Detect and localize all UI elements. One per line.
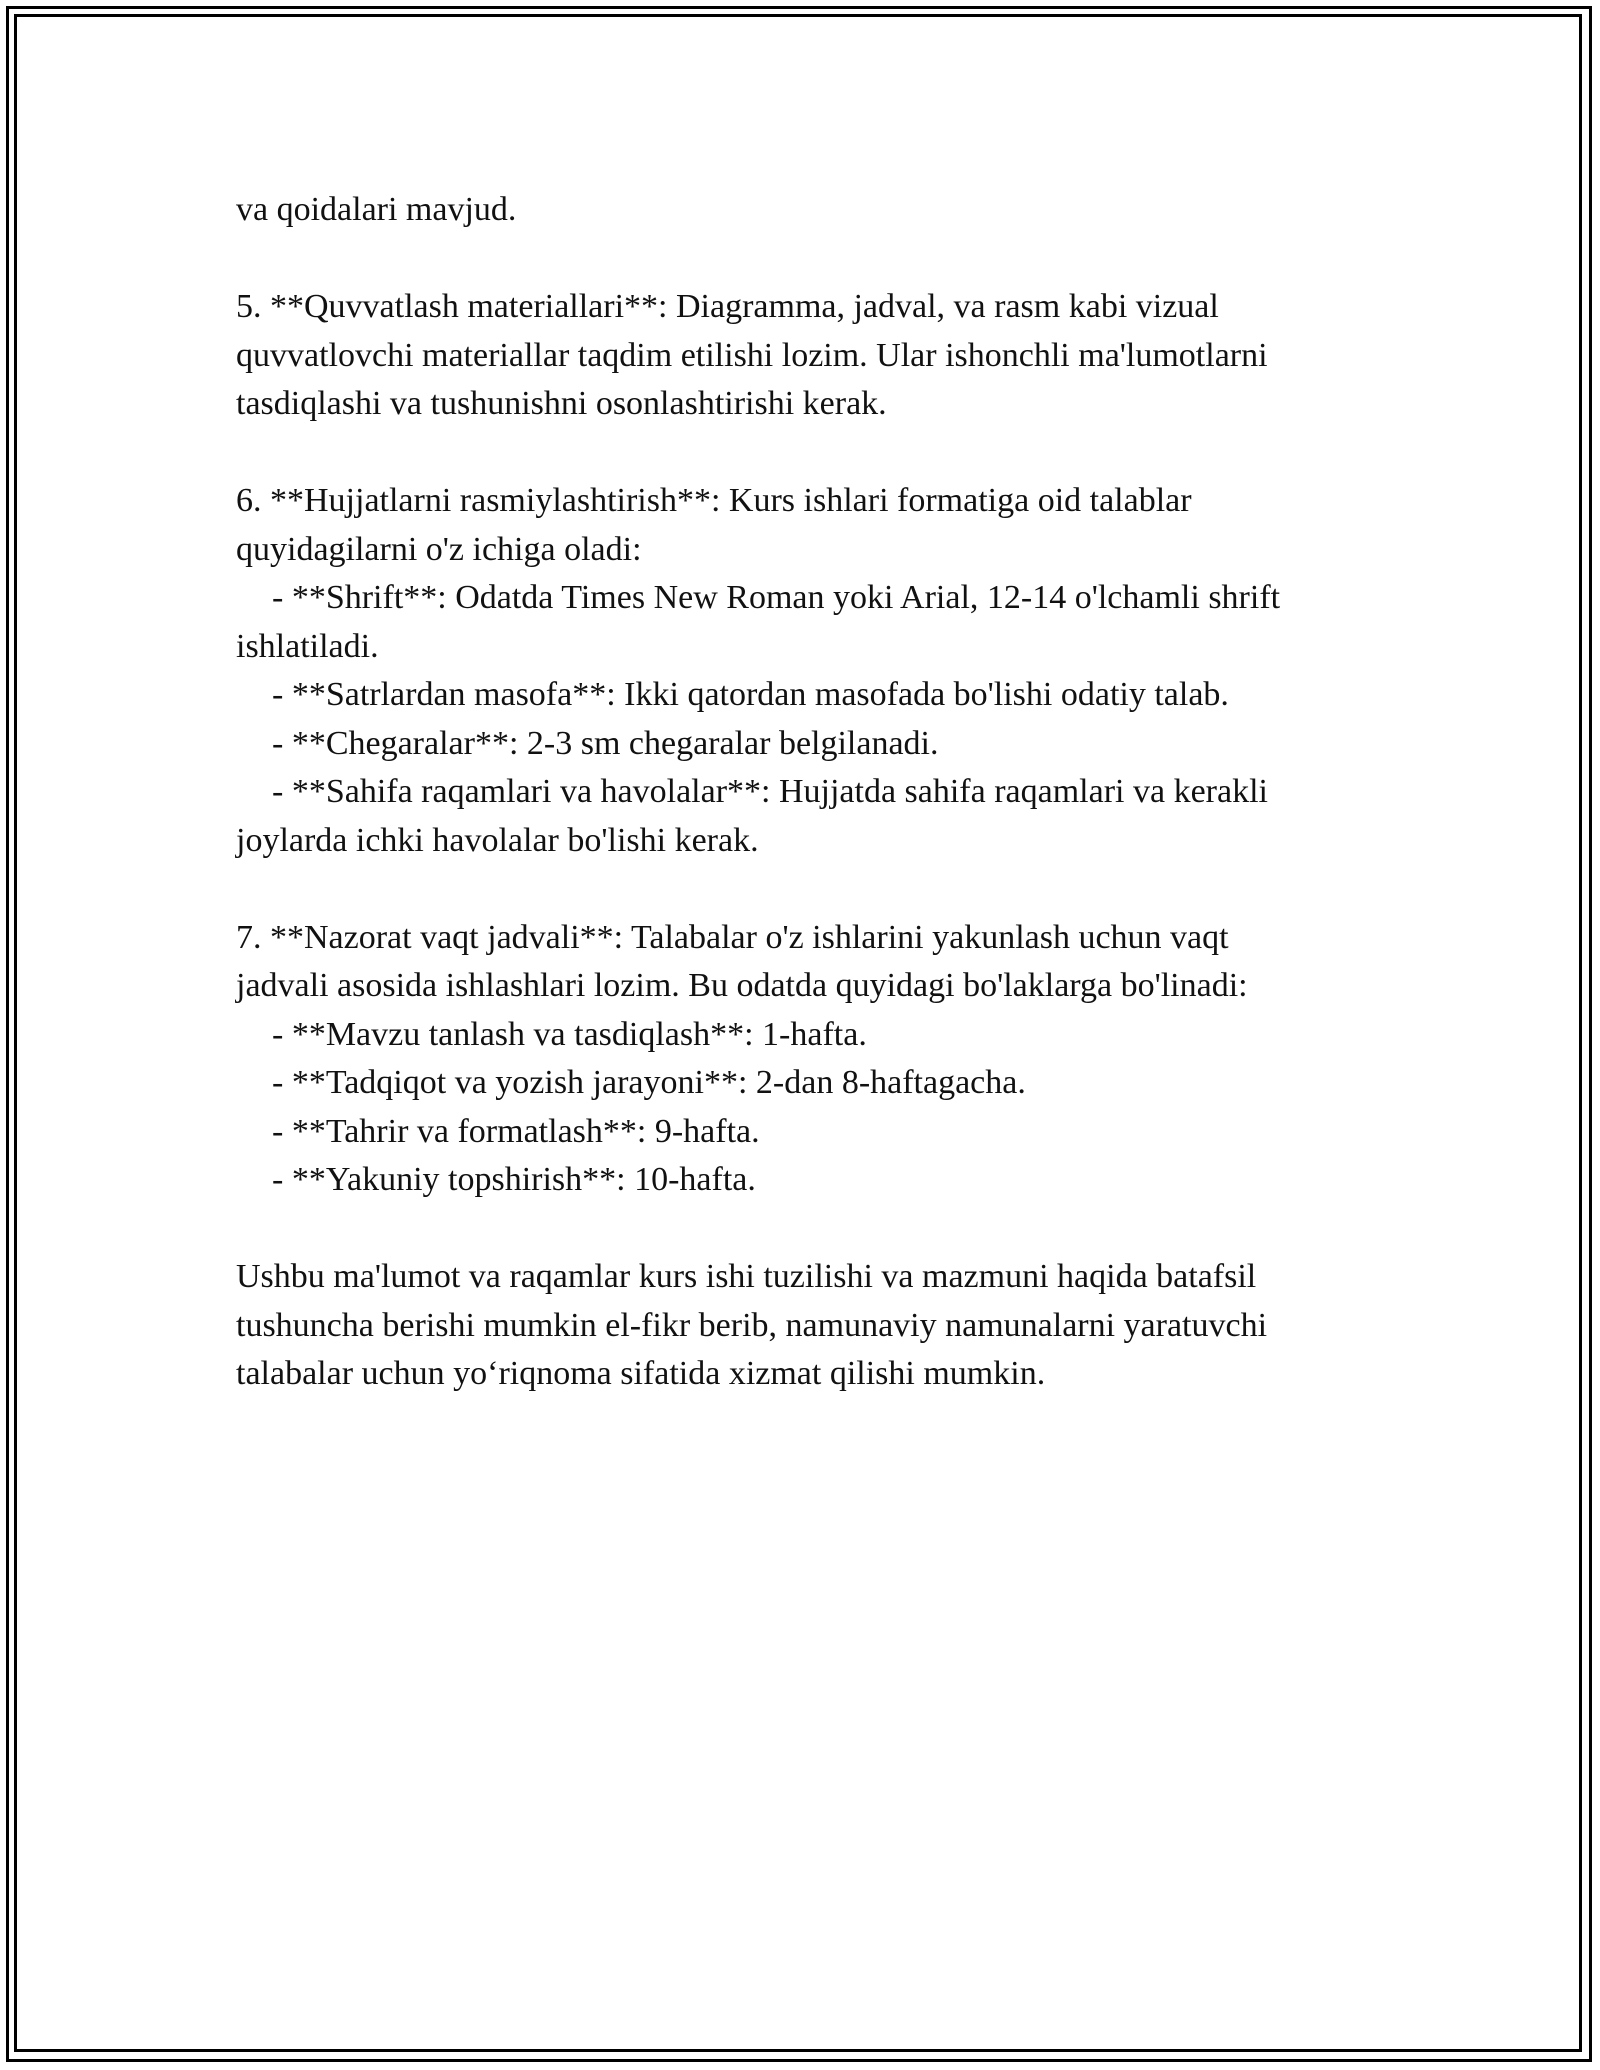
paragraph-gap [236, 235, 1416, 284]
text-line: joylarda ichki havolalar bo'lishi kerak. [236, 821, 759, 859]
list-item: - **Tadqiqot va yozish jarayoni**: 2-dan 8-haftagacha. [272, 1064, 1026, 1101]
list-item: - **Shrift**: Odatda Times New Roman yoki Arial, 12-14 o'lchamli shrift [272, 579, 1281, 616]
list-item: - **Satrlardan masofa**: Ikki qatordan masofada bo'lishi odatiy talab. [272, 676, 1229, 713]
document-body [236, 186, 1416, 1399]
text-line: quvvatlovchi materiallar taqdim etilishi lozim. Ular ishonchli ma'lumotlarni [236, 336, 1268, 374]
conclusion-line: tushuncha berishi mumkin el-fikr berib, namunaviy namunalarni yaratuvchi [236, 1306, 1268, 1344]
section-6-heading-line: 6. **Hujjatlarni rasmiylashtirish**: Kurs ishlari formatiga oid talablar [236, 482, 1192, 519]
paragraph-gap [236, 1205, 1416, 1254]
list-item: - **Mavzu tanlash va tasdiqlash**: 1-hafta. [272, 1015, 867, 1053]
list-item: - **Chegaralar**: 2-3 sm chegaralar belgilanadi. [272, 724, 939, 762]
list-item: - **Yakuniy topshirish**: 10-hafta. [272, 1161, 756, 1198]
conclusion-line: talabalar uchun yo‘riqnoma sifatida xizmat qilishi mumkin. [236, 1355, 1046, 1392]
paragraph-gap [236, 429, 1416, 478]
section-7-heading-line: 7. **Nazorat vaqt jadvali**: Talabalar o'z ishlarini yakunlash uchun vaqt [236, 918, 1229, 956]
text-line: tasdiqlashi va tushunishni osonlashtirishi kerak. [236, 385, 887, 422]
list-item: - **Sahifa raqamlari va havolalar**: Hujjatda sahifa raqamlari va kerakli [272, 773, 1268, 810]
text-line: quyidagilarni o'z ichiga oladi: [236, 530, 642, 568]
list-item: - **Tahrir va formatlash**: 9-hafta. [272, 1112, 760, 1150]
section-5-heading-line: 5. **Quvvatlash materiallari**: Diagramma, jadval, va rasm kabi vizual [236, 288, 1219, 325]
text-line: va qoidalari mavjud. [236, 191, 517, 228]
paragraph-gap [236, 865, 1416, 914]
conclusion-line: Ushbu ma'lumot va raqamlar kurs ishi tuzilishi va mazmuni haqida batafsil [236, 1258, 1257, 1295]
text-line: ishlatiladi. [236, 627, 379, 665]
text-line: jadvali asosida ishlashlari lozim. Bu odatda quyidagi bo'laklarga bo'linadi: [236, 967, 1248, 1004]
